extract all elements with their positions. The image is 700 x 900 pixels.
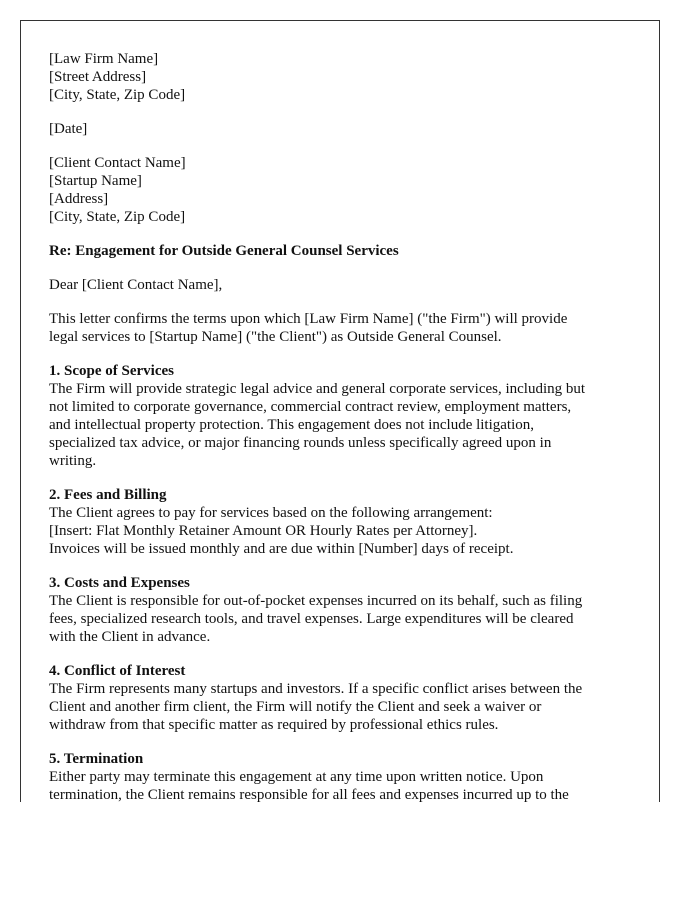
section-scope <box>49 362 659 470</box>
intro-line: legal services to [Startup Name] ("the Client") as Outside General Counsel. <box>49 329 502 345</box>
section-line: fees, specialized research tools, and travel expenses. Large expenditures will be cleared <box>49 611 574 627</box>
section-line: termination, the Client remains responsible for all fees and expenses incurred up to the <box>49 787 569 802</box>
section-line: The Client agrees to pay for services based on the following arrangement: <box>49 505 493 521</box>
letter-page <box>20 20 660 802</box>
sender-line: [City, State, Zip Code] <box>49 87 186 103</box>
section-heading: 5. Termination <box>49 751 144 767</box>
section-conflict <box>49 662 659 734</box>
sender-line: [Law Firm Name] <box>49 51 159 67</box>
sender-line: [Street Address] <box>49 69 147 85</box>
section-heading: 4. Conflict of Interest <box>49 663 186 679</box>
section-line: with the Client in advance. <box>49 629 211 645</box>
section-line: specialized tax advice, or major financing rounds unless specifically agreed upon in <box>49 435 552 451</box>
salutation <box>49 276 659 294</box>
section-line: and intellectual property protection. This engagement does not include litigation, <box>49 417 535 433</box>
section-line: The Firm represents many startups and investors. If a specific conflict arises between the <box>49 681 583 697</box>
section-termination <box>49 750 659 802</box>
section-line: The Client is responsible for out-of-pocket expenses incurred on its behalf, such as filing <box>49 593 583 609</box>
section-costs <box>49 574 659 646</box>
recipient-line: [Startup Name] <box>49 173 142 189</box>
recipient-line: [Client Contact Name] <box>49 155 186 171</box>
section-heading: 2. Fees and Billing <box>49 487 167 503</box>
letter-date <box>49 120 659 138</box>
recipient-line: [City, State, Zip Code] <box>49 209 186 225</box>
subject-line <box>49 242 659 260</box>
intro-line: This letter confirms the terms upon which [Law Firm Name] ("the Firm") will provide <box>49 311 568 327</box>
section-line: The Firm will provide strategic legal advice and general corporate services, including but <box>49 381 586 397</box>
recipient-address <box>49 154 659 226</box>
section-line: writing. <box>49 453 97 469</box>
section-line: Client and another firm client, the Firm will notify the Client and seek a waiver or <box>49 699 542 715</box>
date-text: [Date] <box>49 121 88 137</box>
sender-address <box>49 50 659 104</box>
section-line: Invoices will be issued monthly and are due within [Number] days of receipt. <box>49 541 514 557</box>
section-line: Either party may terminate this engagement at any time upon written notice. Upon <box>49 769 544 785</box>
section-fees <box>49 486 659 558</box>
section-line: withdraw from that specific matter as required by professional ethics rules. <box>49 717 499 733</box>
section-line: [Insert: Flat Monthly Retainer Amount OR Hourly Rates per Attorney]. <box>49 523 478 539</box>
salutation-text: Dear [Client Contact Name], <box>49 277 223 293</box>
subject-text: Re: Engagement for Outside General Counsel Services <box>49 243 399 259</box>
section-heading: 1. Scope of Services <box>49 363 174 379</box>
recipient-line: [Address] <box>49 191 109 207</box>
intro-paragraph <box>49 310 659 346</box>
section-heading: 3. Costs and Expenses <box>49 575 190 591</box>
section-line: not limited to corporate governance, commercial contract review, employment matters, <box>49 399 572 415</box>
